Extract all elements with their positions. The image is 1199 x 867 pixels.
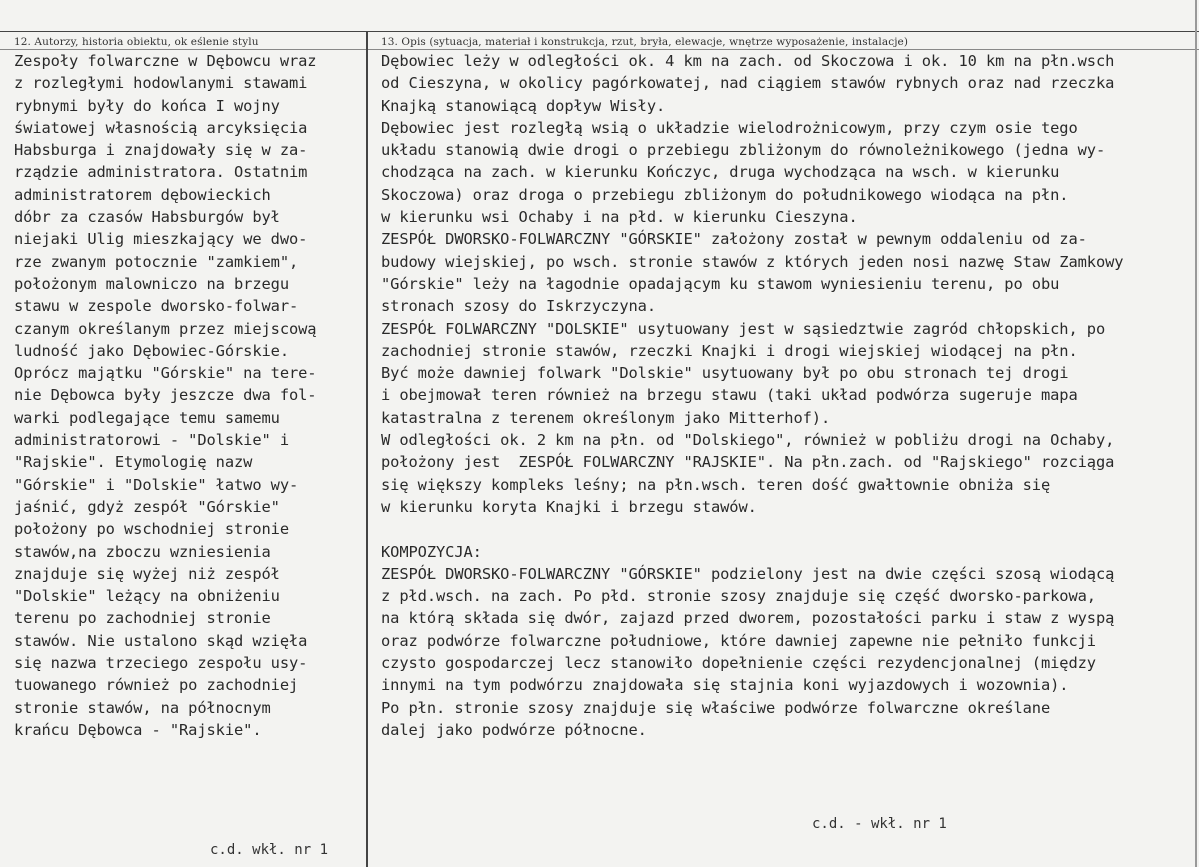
description-text-line: się większy kompleks leśny; na płn.wsch. teren dość gwałtownie obniża się: [381, 475, 1051, 494]
left-continuation-note: c.d. wkł. nr 1: [210, 842, 329, 858]
description-text-line: zachodniej stronie stawów, rzeczki Knajki i drogi wiejskiej wiodącej na płn.: [381, 341, 1078, 360]
description-text-line: ZESPÓŁ DWORSKO-FOLWARCZNY "GÓRSKIE" założony został w pewnym oddaleniu od za-: [381, 230, 1087, 249]
description-text-line: Być może dawniej folwark "Dolskie" usytuowany był po obu stronach tej drogi: [381, 364, 1069, 383]
history-text-line: Zespoły folwarczne w Dębowcu wraz: [14, 52, 317, 70]
description-text-line: czysto gospodarczej lecz stanowiło dopełnienie części rezydencjonalnej (między: [381, 654, 1096, 673]
description-text-line: z płd.wsch. na zach. Po płd. stronie szosy znajduje się część dworsko-parkowa,: [381, 587, 1096, 606]
right-edge-line: [1195, 0, 1197, 867]
history-text-line: krańcu Dębowca - "Rajskie".: [14, 720, 262, 739]
history-text-line: stawu w zespole dworsko-folwar-: [14, 297, 299, 316]
history-text-line: dóbr za czasów Habsburgów był: [14, 208, 280, 227]
history-text-line: stawów,na zboczu wzniesienia: [14, 542, 271, 561]
column-divider-line: [366, 31, 368, 867]
description-text-line: Po płn. stronie szosy znajduje się właściwe podwórze folwarczne określane: [381, 698, 1051, 717]
top-border-line: [0, 31, 1199, 32]
history-text-line: stronie stawów, na północnym: [14, 698, 271, 717]
history-text-line: się nazwa trzeciego zespołu usy-: [14, 654, 308, 673]
history-text-line: Oprócz majątku "Górskie" na tere-: [14, 364, 317, 383]
history-text-line: tuowanego również po zachodniej: [14, 676, 299, 695]
description-text-line: stronach szosy do Iskrzyczyna.: [381, 297, 656, 316]
history-text-line: stawów. Nie ustalono skąd wzięła: [14, 631, 308, 650]
description-text-line: w kierunku koryta Knajki i brzegu stawów.: [381, 497, 757, 516]
history-text-line: nie Dębowca były jeszcze dwa fol-: [14, 386, 317, 405]
description-text-line: katastralna z terenem określonym jako Mitterhof).: [381, 408, 831, 427]
history-text-line: światowej własnością arcyksięcia: [14, 118, 308, 137]
description-text-line: ZESPÓŁ DWORSKO-FOLWARCZNY "GÓRSKIE" podzielony jest na dwie części szosą wiodącą: [381, 564, 1115, 583]
history-text-line: "Rajskie". Etymologię nazw: [14, 453, 253, 472]
description-text-line: oraz podwórze folwarczne południowe, które dawniej zapewne nie pełniło funkcji: [381, 631, 1096, 650]
description-text-line: budowy wiejskiej, po wsch. stronie stawów z których jeden nosi nazwę Staw Zamkowy: [381, 252, 1124, 271]
history-text-line: rze zwanym potocznie "zamkiem",: [14, 252, 299, 271]
description-text-line: W odległości ok. 2 km na płn. od "Dolskiego", również w pobliżu drogi na Ochaby,: [381, 431, 1115, 450]
history-text-line: "Górskie" i "Dolskie" łatwo wy-: [14, 475, 299, 494]
history-text-line: ludność jako Dębowiec-Górskie.: [14, 341, 289, 360]
description-text-line: i obejmował teren również na brzegu stawu (taki układ podwórza sugeruje mapa: [381, 386, 1078, 405]
left-section-header: 12. Autorzy, historia obiektu, ok eślenie stylu: [14, 36, 259, 48]
history-text-line: rządzie administratora. Ostatnim: [14, 163, 308, 182]
history-text-line: Habsburga i znajdowały się w za-: [14, 141, 308, 160]
description-text-line: Dębowiec jest rozległą wsią o układzie wielodrożnicowym, przy czym osie tego: [381, 118, 1078, 137]
description-text-line: układu stanowią dwie drogi o przebiegu zbliżonym do równoleżnikowego (jedna wy-: [381, 141, 1106, 160]
description-text-line: w kierunku wsi Ochaby i na płd. w kierunku Cieszyna.: [381, 208, 858, 227]
history-text-line: położonym malowniczo na brzegu: [14, 274, 289, 293]
history-text-line: rybnymi były do końca I wojny: [14, 96, 280, 115]
description-text-line: Skoczowa) oraz droga o przebiegu zbliżonym do południkowego wiodąca na płn.: [381, 185, 1069, 204]
history-text-line: "Dolskie" leżący na obniżeniu: [14, 587, 280, 606]
history-text-line: administratorem dębowieckich: [14, 185, 271, 204]
right-section-header: 13. Opis (sytuacja, materiał i konstrukcja, rzut, bryła, elewacje, wnętrze wyposażenie, instalacje): [381, 36, 909, 48]
description-text-line: "Górskie" leży na łagodnie opadającym ku stawom wyniesieniu terenu, po obu: [381, 274, 1060, 293]
history-text-line: jaśnić, gdyż zespół "Górskie": [14, 497, 280, 516]
history-text-column: [14, 50, 316, 741]
history-text-line: znajduje się wyżej niż zespół: [14, 564, 280, 583]
description-text-line: dalej jako podwórze północne.: [381, 720, 647, 739]
history-text-line: położony po wschodniej stronie: [14, 520, 289, 539]
right-continuation-note: c.d. - wkł. nr 1: [812, 816, 947, 832]
description-text-line: Knajką stanowiącą dopływ Wisły.: [381, 96, 666, 115]
description-text-line: ZESPÓŁ FOLWARCZNY "DOLSKIE" usytuowany jest w sąsiedztwie zagród chłopskich, po: [381, 319, 1106, 338]
description-text-line: chodząca na zach. w kierunku Kończyc, druga wychodząca na wsch. w kierunku: [381, 163, 1060, 182]
description-text-column: [381, 50, 1123, 741]
description-text-line: KOMPOZYCJA:: [381, 542, 482, 561]
history-text-line: z rozległymi hodowlanymi stawami: [14, 74, 308, 93]
description-text-line: innymi na tym podwórzu znajdowała się stajnia koni wyjazdowych i wozownia).: [381, 676, 1069, 695]
description-text-line: na którą składa się dwór, zajazd przed dworem, pozostałości parku i staw z wyspą: [381, 609, 1115, 628]
description-text-line: od Cieszyna, w okolicy pagórkowatej, nad ciągiem stawów rybnych oraz nad rzeczka: [381, 74, 1115, 93]
history-text-line: niejaki Ulig mieszkający we dwo-: [14, 230, 308, 249]
history-text-line: warki podlegające temu samemu: [14, 408, 280, 427]
description-text-line: Dębowiec leży w odległości ok. 4 km na zach. od Skoczowa i ok. 10 km na płn.wsch: [381, 52, 1115, 70]
history-text-line: administratorowi - "Dolskie" i: [14, 431, 289, 450]
description-text-line: położony jest ZESPÓŁ FOLWARCZNY "RAJSKIE". Na płn.zach. od "Rajskiego" rozciąga: [381, 453, 1115, 472]
history-text-line: czanym określanym przez miejscową: [14, 319, 317, 338]
history-text-line: terenu po zachodniej stronie: [14, 609, 271, 628]
description-text-line: [381, 518, 1123, 540]
